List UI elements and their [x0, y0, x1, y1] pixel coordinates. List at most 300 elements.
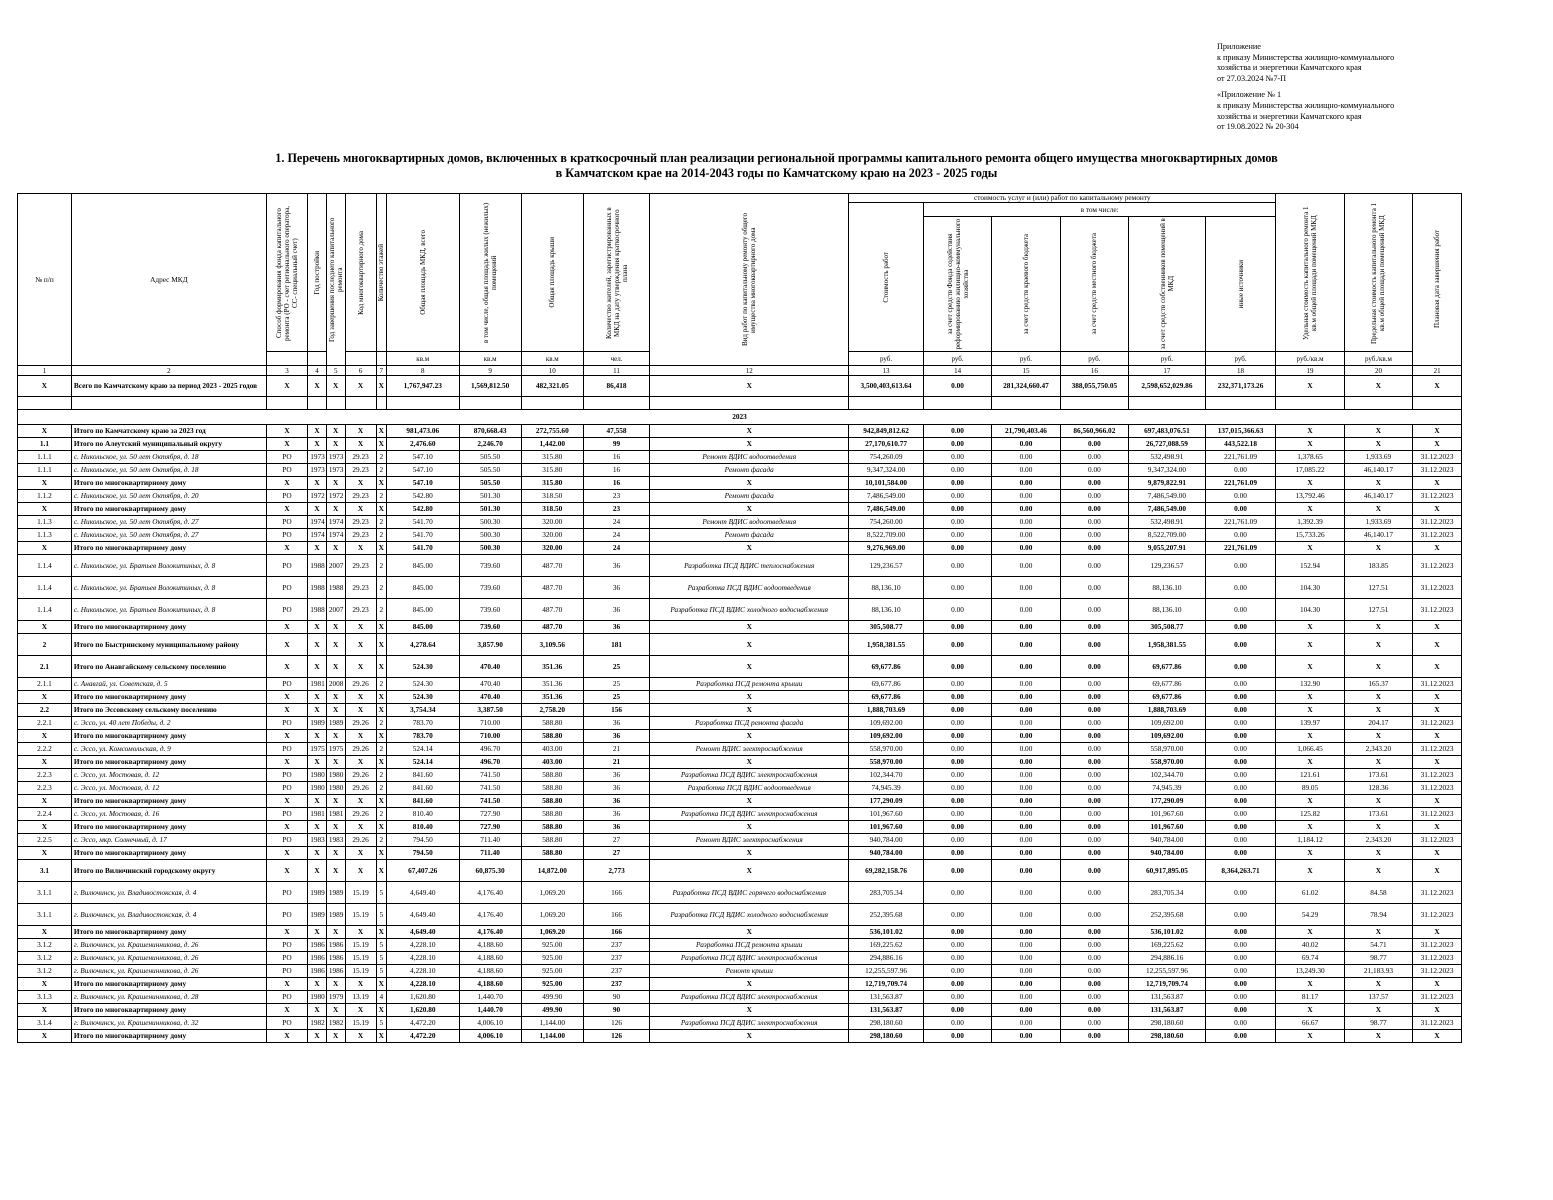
table-cell: 4,188.60 [459, 939, 521, 952]
table-cell: 74,945.39 [1129, 782, 1206, 795]
table-cell: 0.00 [992, 821, 1060, 834]
table-cell: Ремонт ВДИС электроснабжения [650, 834, 849, 847]
table-row [18, 743, 1462, 756]
table-cell: 0.00 [1060, 730, 1128, 743]
table-cell: X [266, 860, 307, 882]
table-cell: X [18, 1030, 72, 1043]
table-cell: 727.90 [459, 821, 521, 834]
table-cell: X [308, 978, 327, 991]
table-cell: 2,773 [583, 860, 649, 882]
table-row-total [18, 704, 1462, 717]
table-cell: 0.00 [992, 516, 1060, 529]
table-cell: X [1413, 438, 1462, 451]
table-cell: 88,136.10 [849, 577, 924, 599]
table-cell: X [1413, 503, 1462, 516]
table-cell: X [326, 1004, 345, 1017]
table-cell: 0.00 [992, 978, 1060, 991]
table-cell: 3,500,403,613.64 [849, 376, 924, 397]
header-source-2: за счет средств краевого бюджета [992, 217, 1060, 352]
table-cell: 588.80 [521, 717, 583, 730]
table-cell: РО [266, 904, 307, 926]
table-cell: 541.70 [386, 542, 459, 555]
table-cell: 0.00 [992, 847, 1060, 860]
table-cell: 1,069.20 [521, 926, 583, 939]
table-cell: X [650, 376, 849, 397]
table-cell: 2 [376, 577, 386, 599]
table-cell: 3.1.2 [18, 965, 72, 978]
table-cell: 0.00 [923, 529, 991, 542]
table-cell: г. Вилючинск, ул. Крашенинникова, д. 26 [71, 965, 266, 978]
table-cell: 1980 [308, 769, 327, 782]
table-cell: 0.00 [923, 464, 991, 477]
empty-cell [1413, 397, 1462, 410]
table-cell: 21,183.93 [1344, 965, 1412, 978]
table-cell: X [266, 847, 307, 860]
table-cell: 2 [18, 634, 72, 656]
table-cell: 1,620.80 [386, 1004, 459, 1017]
table-cell: 1,767,947.23 [386, 376, 459, 397]
table-cell: г. Вилючинск, ул. Крашенинникова, д. 26 [71, 952, 266, 965]
table-cell: X [1413, 634, 1462, 656]
header-last-repair: Год завершения последнего капитального ремонта [326, 194, 345, 366]
table-cell: 25 [583, 656, 649, 678]
table-cell: 0.00 [1060, 882, 1128, 904]
table-cell: с. Никольское, ул. 50 лет Октября, д. 27 [71, 529, 266, 542]
table-cell: X [326, 438, 345, 451]
table-cell: X [326, 756, 345, 769]
table-row-total [18, 542, 1462, 555]
table-cell: 29.26 [345, 678, 376, 691]
table-cell: 500.30 [459, 542, 521, 555]
table-cell: 542.80 [386, 503, 459, 516]
table-cell: 31.12.2023 [1413, 599, 1462, 621]
table-cell: X [326, 503, 345, 516]
table-cell: 1972 [326, 490, 345, 503]
table-cell: 0.00 [992, 577, 1060, 599]
table-cell: 36 [583, 821, 649, 834]
table-cell: 221,761.09 [1205, 451, 1276, 464]
table-cell: X [18, 542, 72, 555]
table-cell: 4,228.10 [386, 965, 459, 978]
unit-u-s1: руб. [923, 352, 991, 366]
table-cell: X [308, 860, 327, 882]
table-cell: 0.00 [923, 451, 991, 464]
table-cell: 4,278.64 [386, 634, 459, 656]
table-cell: 0.00 [923, 717, 991, 730]
table-cell: X [1344, 542, 1412, 555]
table-cell: X [1344, 730, 1412, 743]
table-cell: X [1276, 756, 1344, 769]
table-cell: 0.00 [923, 882, 991, 904]
table-cell: 9,347,324.00 [1129, 464, 1206, 477]
table-cell: 27 [583, 847, 649, 860]
table-cell: 1,442.00 [521, 438, 583, 451]
table-cell: 3,857.90 [459, 634, 521, 656]
table-cell: 0.00 [1205, 599, 1276, 621]
table-cell: 741.50 [459, 795, 521, 808]
column-number: 2 [71, 366, 266, 376]
table-cell: 0.00 [923, 860, 991, 882]
table-row [18, 965, 1462, 978]
table-cell: 21,790,403.46 [992, 425, 1060, 438]
houses-table [17, 193, 1462, 1043]
table-cell: X [1276, 926, 1344, 939]
table-cell: с. Никольское, ул. 50 лет Октября, д. 27 [71, 516, 266, 529]
table-row [18, 808, 1462, 821]
table-cell: 741.50 [459, 769, 521, 782]
table-cell: X [1413, 656, 1462, 678]
table-cell: 36 [583, 808, 649, 821]
table-cell: 252,395.68 [1129, 904, 1206, 926]
table-cell: 741.50 [459, 782, 521, 795]
table-cell: 31.12.2023 [1413, 904, 1462, 926]
table-cell: 810.40 [386, 821, 459, 834]
table-cell: 3,754.34 [386, 704, 459, 717]
table-cell: X [1344, 978, 1412, 991]
table-cell: 1.1.3 [18, 529, 72, 542]
table-cell: 89.05 [1276, 782, 1344, 795]
table-cell: РО [266, 991, 307, 1004]
table-cell: 8,522,709.00 [1129, 529, 1206, 542]
table-cell: 482,321.05 [521, 376, 583, 397]
column-number: 9 [459, 366, 521, 376]
table-cell: X [18, 847, 72, 860]
table-cell: 4,228.10 [386, 978, 459, 991]
table-cell: 1973 [326, 464, 345, 477]
table-row [18, 952, 1462, 965]
table-cell: 1.1.4 [18, 599, 72, 621]
table-cell: Разработка ПСД ВДИС горячего водоснабжения [650, 882, 849, 904]
table-cell: X [345, 978, 376, 991]
table-cell: X [345, 795, 376, 808]
table-cell: 25 [583, 678, 649, 691]
table-cell: 588.80 [521, 782, 583, 795]
table-cell: 0.00 [923, 939, 991, 952]
table-cell: 1988 [326, 577, 345, 599]
table-cell: 403.00 [521, 756, 583, 769]
table-cell: 845.00 [386, 577, 459, 599]
table-cell: 1,144.00 [521, 1030, 583, 1043]
header-plan-date: Плановая дата завершения работ [1413, 194, 1462, 366]
table-cell: X [345, 1030, 376, 1043]
table-cell: 2 [376, 717, 386, 730]
table-cell: 2 [376, 769, 386, 782]
appendix-line: Приложение [1217, 42, 1261, 51]
table-cell: 524.14 [386, 743, 459, 756]
table-cell: 0.00 [1205, 939, 1276, 952]
table-cell: 0.00 [992, 1030, 1060, 1043]
table-cell: 870,668.43 [459, 425, 521, 438]
table-cell: 1986 [326, 965, 345, 978]
unit-u-s2: руб. [992, 352, 1060, 366]
table-cell: 47,558 [583, 425, 649, 438]
table-cell: 0.00 [992, 503, 1060, 516]
table-cell: X [18, 691, 72, 704]
table-cell: 443,522.18 [1205, 438, 1276, 451]
table-cell: X [1344, 691, 1412, 704]
table-cell: X [326, 795, 345, 808]
table-cell: 547.10 [386, 451, 459, 464]
table-row-total [18, 860, 1462, 882]
table-row-total [18, 730, 1462, 743]
column-number: 16 [1060, 366, 1128, 376]
table-cell: 298,180.60 [849, 1017, 924, 1030]
table-cell: 0.00 [1060, 477, 1128, 490]
table-cell: 2 [376, 555, 386, 577]
table-cell: 31.12.2023 [1413, 451, 1462, 464]
empty-cell [376, 397, 386, 410]
table-cell: 1975 [326, 743, 345, 756]
unit-u-res: чел. [583, 352, 649, 366]
table-cell: РО [266, 1017, 307, 1030]
table-cell: X [18, 730, 72, 743]
table-cell: 841.60 [386, 782, 459, 795]
table-cell: с. Никольское, ул. Братьев Волокитиных, д. 8 [71, 555, 266, 577]
table-cell: 1988 [308, 555, 327, 577]
table-cell: 29.26 [345, 782, 376, 795]
table-cell: Ремонт крыши [650, 965, 849, 978]
table-cell: 4,188.60 [459, 965, 521, 978]
table-cell: 88,136.10 [849, 599, 924, 621]
table-cell: 129,236.57 [849, 555, 924, 577]
table-cell: 98.77 [1344, 952, 1412, 965]
table-cell: 0.00 [992, 621, 1060, 634]
table-cell: 2 [376, 516, 386, 529]
table-cell: X [308, 926, 327, 939]
table-cell: 0.00 [992, 939, 1060, 952]
table-cell: 15.19 [345, 904, 376, 926]
table-cell: 5 [376, 939, 386, 952]
table-cell: X [308, 795, 327, 808]
empty-cell [1344, 397, 1412, 410]
table-cell: X [376, 847, 386, 860]
table-cell: 88,136.10 [1129, 599, 1206, 621]
table-cell: X [1344, 425, 1412, 438]
table-cell: 2008 [326, 678, 345, 691]
column-number: 20 [1344, 366, 1412, 376]
table-cell: 2.2 [18, 704, 72, 717]
table-cell: X [1276, 503, 1344, 516]
table-cell: 15.19 [345, 939, 376, 952]
table-cell: 500.30 [459, 529, 521, 542]
table-cell: 3.1.3 [18, 991, 72, 1004]
table-cell: 131,563.87 [849, 1004, 924, 1017]
table-cell: 0.00 [992, 952, 1060, 965]
table-row [18, 516, 1462, 529]
table-cell: X [345, 634, 376, 656]
table-cell: 558,970.00 [1129, 756, 1206, 769]
table-cell: РО [266, 782, 307, 795]
table-cell: 0.00 [1060, 743, 1128, 756]
table-cell: 2 [376, 743, 386, 756]
table-cell: 7,486,549.00 [849, 490, 924, 503]
table-row-total [18, 1004, 1462, 1017]
table-cell: 1973 [326, 451, 345, 464]
table-cell: 69,677.86 [849, 691, 924, 704]
table-cell: 588.80 [521, 808, 583, 821]
table-cell: 558,970.00 [849, 756, 924, 769]
table-cell: 31.12.2023 [1413, 577, 1462, 599]
table-cell: 0.00 [1060, 599, 1128, 621]
table-cell: 0.00 [1060, 529, 1128, 542]
table-cell: 1982 [326, 1017, 345, 1030]
table-cell: 29.26 [345, 743, 376, 756]
table-cell: 487.70 [521, 555, 583, 577]
table-cell: 101,967.60 [1129, 808, 1206, 821]
table-cell: X [345, 542, 376, 555]
table-cell: X [1413, 1004, 1462, 1017]
table-cell: X [266, 691, 307, 704]
table-cell: 8,522,709.00 [849, 529, 924, 542]
table-cell: 0.00 [1205, 730, 1276, 743]
table-cell: 221,761.09 [1205, 477, 1276, 490]
table-cell: 66.67 [1276, 1017, 1344, 1030]
table-cell: 9,055,207.91 [1129, 542, 1206, 555]
table-cell: 541.70 [386, 529, 459, 542]
table-cell: 0.00 [992, 678, 1060, 691]
table-cell: 0.00 [923, 904, 991, 926]
table-cell: 1,933.69 [1344, 516, 1412, 529]
table-cell: 0.00 [992, 991, 1060, 1004]
table-cell: X [1344, 376, 1412, 397]
table-cell: X [376, 704, 386, 717]
column-number: 12 [650, 366, 849, 376]
table-cell: 0.00 [1205, 621, 1276, 634]
table-cell: 940,784.00 [1129, 834, 1206, 847]
table-cell: X [18, 756, 72, 769]
table-cell: 0.00 [1060, 939, 1128, 952]
table-cell: 2 [376, 782, 386, 795]
table-cell: 0.00 [1060, 978, 1128, 991]
table-cell: 0.00 [992, 834, 1060, 847]
table-cell: 558,970.00 [1129, 743, 1206, 756]
table-cell: с. Эссо, ул. Комсомольская, д. 9 [71, 743, 266, 756]
column-number: 13 [849, 366, 924, 376]
table-cell: 69,677.86 [1129, 691, 1206, 704]
table-cell: 3,387.50 [459, 704, 521, 717]
table-cell: 86,560,966.02 [1060, 425, 1128, 438]
table-cell: 0.00 [923, 782, 991, 795]
table-cell: 1,184.12 [1276, 834, 1344, 847]
table-cell: 1.1.1 [18, 464, 72, 477]
table-cell: 166 [583, 904, 649, 926]
table-cell: X [376, 926, 386, 939]
table-cell: X [650, 425, 849, 438]
table-cell: X [1413, 821, 1462, 834]
table-cell: 283,705.34 [1129, 882, 1206, 904]
table-cell: 1974 [326, 529, 345, 542]
table-cell: X [376, 477, 386, 490]
table-cell: 1,144.00 [521, 1017, 583, 1030]
table-cell: X [376, 860, 386, 882]
table-cell: 1.1.3 [18, 516, 72, 529]
empty-cell [326, 397, 345, 410]
table-cell: 0.00 [992, 691, 1060, 704]
title-line-1: 1. Перечень многоквартирных домов, включенных в краткосрочный план реализации региональной программы капитального ремонта общего имущества многоквартирных домов [275, 151, 1278, 165]
table-cell: РО [266, 678, 307, 691]
table-cell: 156 [583, 704, 649, 717]
table-cell: 1.1.4 [18, 555, 72, 577]
table-cell: 177,290.09 [849, 795, 924, 808]
table-cell: 101,967.60 [849, 808, 924, 821]
table-cell: X [376, 978, 386, 991]
table-cell: 0.00 [1205, 678, 1276, 691]
table-cell: X [376, 503, 386, 516]
table-cell: 754,260.09 [849, 451, 924, 464]
table-cell: X [18, 1004, 72, 1017]
header-total-area: Общая площадь МКД, всего [386, 194, 459, 352]
table-cell: 0.00 [1060, 704, 1128, 717]
table-cell: 0.00 [1205, 656, 1276, 678]
table-cell: X [1276, 376, 1344, 397]
table-cell: 1986 [308, 965, 327, 978]
table-cell: 3.1.4 [18, 1017, 72, 1030]
table-cell: 1,440.70 [459, 1004, 521, 1017]
table-cell: 841.60 [386, 769, 459, 782]
table-cell: Итого по многоквартирному дому [71, 621, 266, 634]
table-cell: 29.23 [345, 529, 376, 542]
table-cell: 101,967.60 [1129, 821, 1206, 834]
table-cell: 0.00 [1205, 769, 1276, 782]
table-cell: Разработка ПСД ВДИС электроснабжения [650, 1017, 849, 1030]
table-cell: РО [266, 490, 307, 503]
table-cell: 129,236.57 [1129, 555, 1206, 577]
table-cell: 0.00 [923, 795, 991, 808]
table-cell: 2,758.20 [521, 704, 583, 717]
header-fund-method: Способ формирования фонда капитального ремонта (РО - счет регионального оператора, СС- специальный счет) [266, 194, 307, 352]
table-cell: 925.00 [521, 978, 583, 991]
header-source-5: иные источники [1205, 217, 1276, 352]
table-cell: 940,784.00 [849, 834, 924, 847]
table-cell: Итого по Анавгайскому сельскому поселению [71, 656, 266, 678]
table-cell: X [308, 756, 327, 769]
table-cell: РО [266, 882, 307, 904]
table-cell: Итого по многоквартирному дому [71, 542, 266, 555]
table-cell: Разработка ПСД ремонта фасада [650, 717, 849, 730]
table-cell: РО [266, 769, 307, 782]
table-cell: 315.80 [521, 451, 583, 464]
table-cell: 166 [583, 926, 649, 939]
table-cell: 13.19 [345, 991, 376, 1004]
table-cell: Итого по многоквартирному дому [71, 821, 266, 834]
table-cell: 2.2.4 [18, 808, 72, 821]
table-cell: 31.12.2023 [1413, 516, 1462, 529]
table-cell: 0.00 [992, 704, 1060, 717]
table-row [18, 991, 1462, 1004]
table-cell: X [1344, 477, 1412, 490]
table-cell: 31.12.2023 [1413, 991, 1462, 1004]
table-cell: 3.1.1 [18, 882, 72, 904]
table-cell: 237 [583, 939, 649, 952]
table-cell: 0.00 [1060, 678, 1128, 691]
table-cell: 9,276,969.00 [849, 542, 924, 555]
table-cell: 169,225.62 [849, 939, 924, 952]
table-cell: 31.12.2023 [1413, 464, 1462, 477]
table-cell: X [1413, 542, 1462, 555]
table-cell: 23 [583, 503, 649, 516]
table-cell: 0.00 [1060, 847, 1128, 860]
table-cell: 2,343.20 [1344, 834, 1412, 847]
table-cell: 1983 [326, 834, 345, 847]
table-cell: X [18, 795, 72, 808]
table-cell: 5 [376, 1017, 386, 1030]
table-cell: X [326, 542, 345, 555]
table-cell: 0.00 [1060, 717, 1128, 730]
table-cell: X [266, 704, 307, 717]
table-cell: X [650, 503, 849, 516]
spacer-row [18, 397, 1462, 410]
table-cell: 2.2.5 [18, 834, 72, 847]
